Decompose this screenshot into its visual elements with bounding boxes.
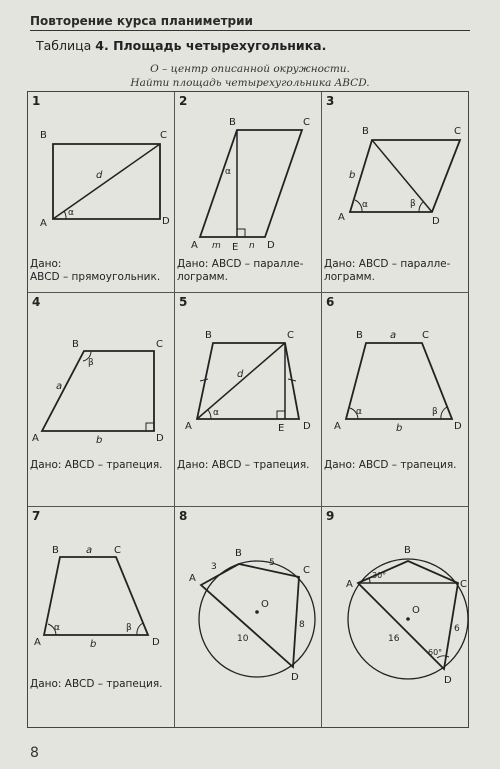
- label-c: C: [303, 565, 310, 576]
- label-diagonal: d: [237, 369, 244, 380]
- problem-table: [27, 91, 469, 728]
- given-text: Дано: ABCD – трапеция.: [324, 459, 457, 471]
- label-a-side: a: [390, 330, 397, 341]
- label-a: A: [338, 212, 345, 223]
- label-o: O: [412, 605, 420, 616]
- label-o: O: [261, 599, 269, 610]
- label-b-side: b: [96, 435, 103, 446]
- cell-6: [322, 293, 469, 507]
- given-text: Дано: ABCD – трапеция.: [30, 678, 163, 690]
- given-text: Дано: ABCD – прямоугольник.: [30, 258, 161, 283]
- inscribed-quadrilateral-figure: [175, 507, 322, 707]
- given-text: Дано: ABCD – трапеция.: [177, 459, 310, 471]
- label-beta: β: [410, 199, 416, 209]
- label-side-ab: 3: [211, 562, 217, 572]
- label-c: C: [160, 130, 167, 141]
- given-text: Дано: ABCD – трапеция.: [30, 459, 163, 471]
- label-d: D: [454, 421, 462, 432]
- subtitle-center: O – центр описанной окружности.: [150, 63, 350, 75]
- trapezoid-figure: [322, 293, 469, 468]
- label-alpha: α: [54, 623, 60, 633]
- label-d: D: [432, 216, 440, 227]
- cell-number: 5: [179, 295, 188, 309]
- label-diagonal: d: [96, 170, 103, 181]
- label-b-side: b: [90, 639, 97, 650]
- label-side-ad: 10: [237, 634, 249, 644]
- label-c: C: [454, 126, 461, 137]
- label-c: C: [287, 330, 294, 341]
- label-d: D: [267, 240, 275, 251]
- label-b: B: [235, 548, 242, 559]
- subtitle-task: Найти площадь четырехугольника ABCD.: [130, 77, 370, 89]
- label-alpha: α: [68, 208, 74, 218]
- label-a-side: a: [86, 545, 93, 556]
- cell-7: [28, 507, 175, 727]
- label-a: A: [32, 433, 39, 444]
- label-d: D: [303, 421, 311, 432]
- label-b: B: [356, 330, 363, 341]
- cell-4: [28, 293, 175, 507]
- label-n: n: [249, 241, 255, 251]
- label-d: D: [152, 637, 160, 648]
- label-a-side: a: [56, 381, 63, 392]
- label-side-bc: 5: [269, 558, 275, 568]
- cell-5: [175, 293, 322, 507]
- label-b: B: [404, 545, 411, 556]
- label-alpha: α: [225, 167, 231, 177]
- label-a: A: [346, 579, 353, 590]
- rectangle-figure: [28, 92, 175, 257]
- label-a: A: [34, 637, 41, 648]
- cell-8: [175, 507, 322, 727]
- label-beta: β: [88, 358, 94, 368]
- trapezoid-figure: [175, 293, 322, 468]
- cell-1: [28, 92, 175, 293]
- label-d: D: [162, 216, 170, 227]
- cell-number: 4: [32, 295, 41, 309]
- trapezoid-figure: [28, 507, 175, 682]
- inscribed-quadrilateral-figure: [322, 507, 469, 707]
- label-e: E: [278, 423, 285, 434]
- cell-number: 2: [179, 94, 188, 108]
- label-a: A: [191, 240, 198, 251]
- label-b: B: [72, 339, 79, 350]
- label-beta: β: [126, 623, 132, 633]
- label-b-side: b: [396, 423, 403, 434]
- label-beta: β: [432, 407, 438, 417]
- label-angle-30: 30°: [372, 571, 387, 580]
- label-c: C: [460, 579, 467, 590]
- label-side-cd: 6: [454, 624, 460, 634]
- label-c: C: [156, 339, 163, 350]
- parallelogram-figure: [322, 92, 469, 257]
- trapezoid-figure: [28, 293, 175, 468]
- label-e: E: [232, 242, 239, 253]
- label-alpha: α: [356, 407, 362, 417]
- label-d: D: [291, 672, 299, 683]
- label-b-side: b: [349, 170, 356, 181]
- given-text: Дано: ABCD – паралле- лограмм.: [324, 258, 451, 283]
- label-alpha: α: [213, 408, 219, 418]
- given-text: Дано: ABCD – паралле- лограмм.: [177, 258, 304, 283]
- label-c: C: [114, 545, 121, 556]
- label-b: B: [362, 126, 369, 137]
- cell-number: 6: [326, 295, 335, 309]
- label-m: m: [212, 241, 221, 251]
- label-c: C: [303, 117, 310, 128]
- cell-3: [322, 92, 469, 293]
- label-b: B: [229, 117, 236, 128]
- label-a: A: [334, 421, 341, 432]
- label-b: B: [52, 545, 59, 556]
- label-b: B: [205, 330, 212, 341]
- label-d: D: [444, 675, 452, 686]
- parallelogram-figure: [175, 92, 322, 257]
- label-a: A: [40, 218, 47, 229]
- cell-2: [175, 92, 322, 293]
- cell-number: 7: [32, 509, 41, 523]
- label-a: A: [185, 421, 192, 432]
- cell-number: 9: [326, 509, 335, 523]
- page-number: 8: [30, 745, 39, 761]
- label-d: D: [156, 433, 164, 444]
- label-side-ad: 16: [388, 634, 400, 644]
- label-b: B: [40, 130, 47, 141]
- cell-number: 1: [32, 94, 41, 108]
- cell-number: 3: [326, 94, 335, 108]
- label-a: A: [189, 573, 196, 584]
- cell-number: 8: [179, 509, 188, 523]
- label-c: C: [422, 330, 429, 341]
- label-alpha: α: [362, 200, 368, 210]
- label-side-cd: 8: [299, 620, 305, 630]
- section-header: Повторение курса планиметрии: [30, 14, 470, 31]
- label-angle-60: 60°: [428, 648, 443, 657]
- cell-9: [322, 507, 469, 727]
- table-title: Таблица 4. Площадь четырехугольника.: [36, 38, 327, 53]
